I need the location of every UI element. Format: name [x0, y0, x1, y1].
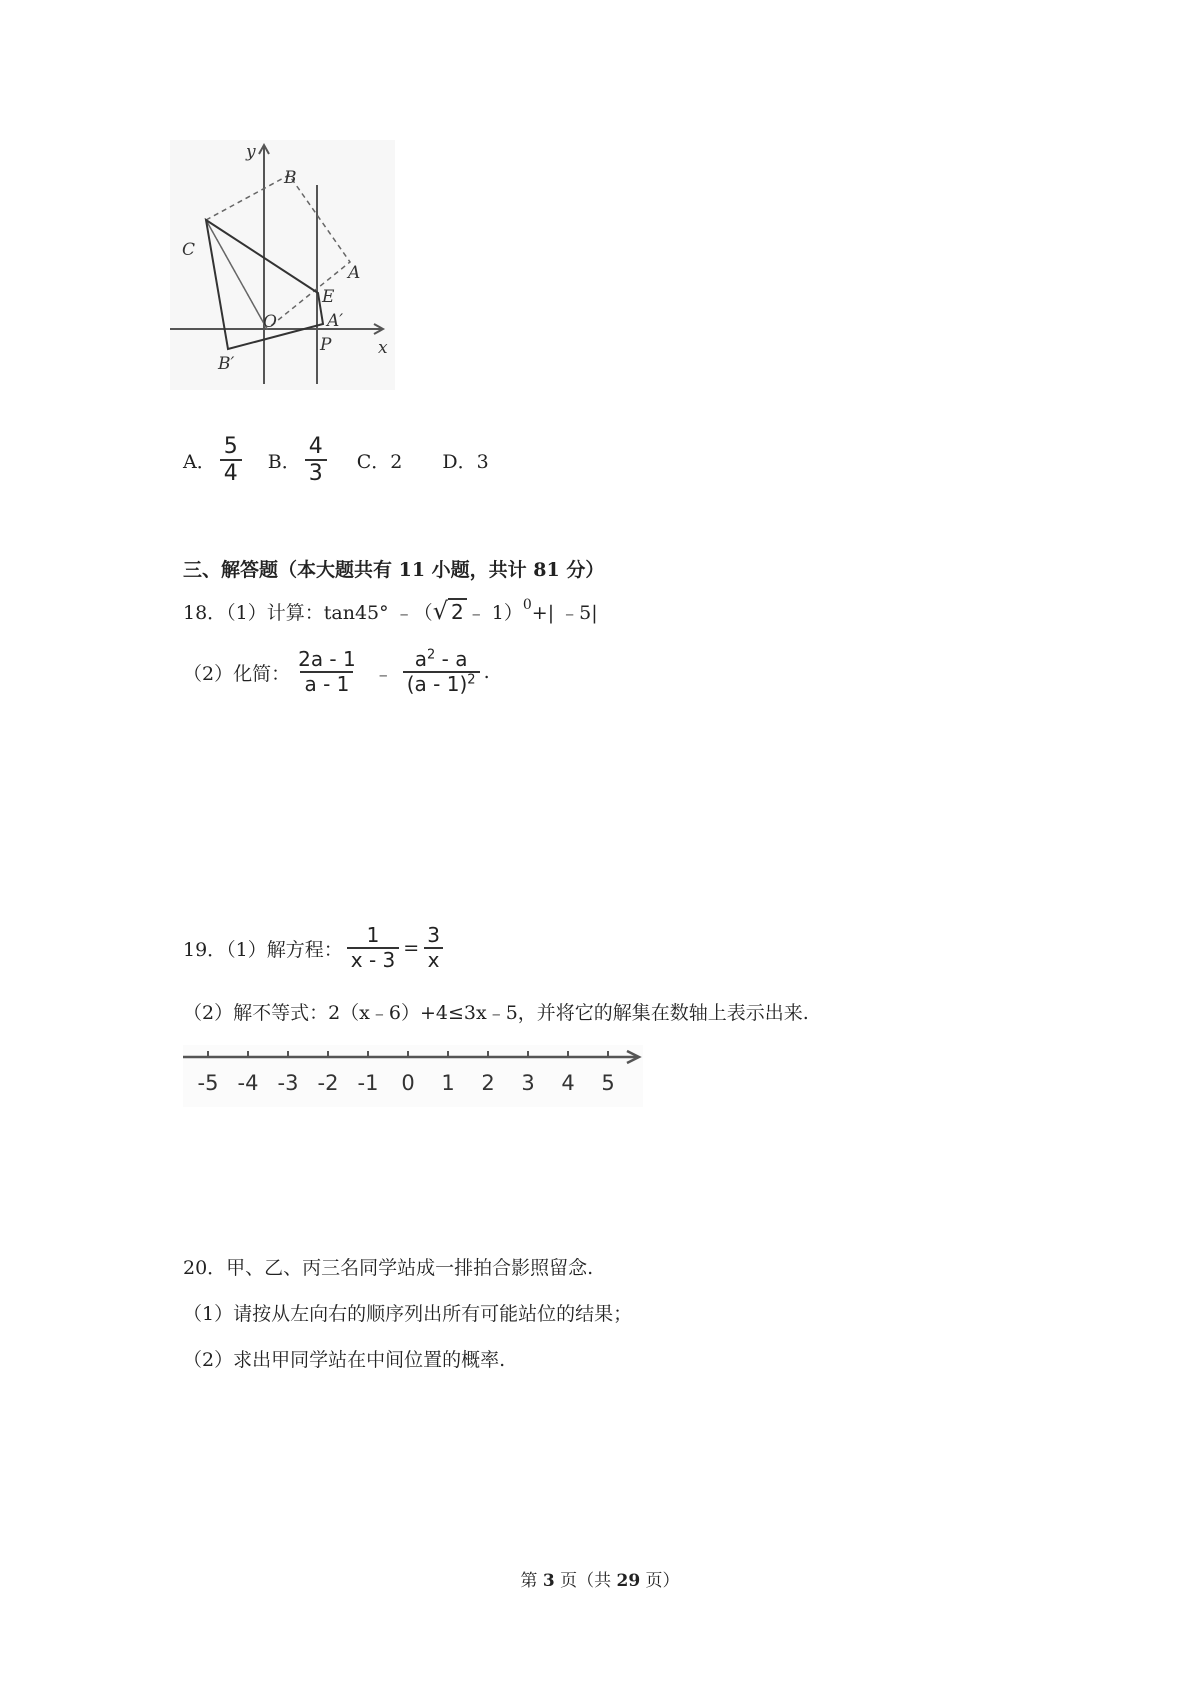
number-line [183, 1045, 643, 1107]
footer-suffix: 页） [640, 1571, 680, 1591]
number-line-label: -1 [357, 1071, 379, 1095]
q18-f2-numerator [411, 648, 472, 671]
q18-f2-num-rest: - a [435, 647, 468, 671]
number-line-label: 4 [561, 1071, 575, 1095]
page-footer [0, 1566, 1200, 1591]
q18-p2-prefix: （2）化简： [183, 662, 291, 685]
q18-p1-prefix: 18．（1）计算：tan45° ﹣（ [183, 601, 433, 624]
option-a-fraction [220, 434, 242, 487]
q19-part2: （2）解不等式：2（x﹣6）+4≤3x﹣5，并将它的解集在数轴上表示出来. [183, 1002, 809, 1024]
number-line-label: 2 [481, 1071, 495, 1095]
label-a: A [348, 263, 361, 283]
label-b: B [284, 168, 297, 188]
number-line-label: -4 [237, 1071, 259, 1095]
q18-p1-exponent: 0 [522, 597, 532, 613]
label-b-prime: B′ [218, 354, 235, 374]
option-b-numerator: 4 [308, 434, 323, 459]
option-a-numerator: 5 [223, 434, 238, 459]
label-e: E [322, 287, 335, 307]
q18-f2-num-base: a [414, 647, 428, 671]
q18-fraction-2 [403, 648, 480, 696]
footer-mid: 页（共 [554, 1571, 617, 1591]
q19-fraction-2 [423, 924, 444, 972]
q18-p1-minus1: ﹣ 1） [466, 601, 523, 624]
number-line-label: 5 [601, 1071, 615, 1095]
q19-f2-numerator: 3 [427, 923, 440, 947]
label-p: P [320, 335, 332, 355]
option-c: C．2 [356, 450, 403, 473]
q19-p1-prefix: 19．（1）解方程： [183, 938, 343, 961]
option-d: D．3 [442, 450, 489, 473]
number-line-label: -3 [277, 1071, 299, 1095]
q18-period: . [483, 661, 490, 683]
q19-part1 [183, 924, 448, 972]
q20-stem: 20．甲、乙、丙三名同学站成一排拍合影照留念. [183, 1257, 594, 1279]
q20-part1: （1）请按从左向右的顺序列出所有可能站位的结果； [183, 1303, 633, 1325]
number-line-label: 1 [441, 1071, 455, 1095]
q19-f2-denominator: x [424, 947, 444, 972]
option-b-denominator: 3 [305, 459, 327, 486]
footer-prefix: 第 [520, 1571, 543, 1591]
q20-part2: （2）求出甲同学站在中间位置的概率. [183, 1349, 506, 1371]
label-x: x [378, 338, 388, 358]
footer-total-pages: 29 [616, 1571, 641, 1591]
label-o: O [263, 312, 277, 332]
q19-equals: = [403, 937, 420, 959]
q17-options [183, 434, 489, 487]
q18-fraction-1 [294, 648, 360, 696]
number-line-label: 0 [401, 1071, 415, 1095]
q19-fraction-1 [347, 924, 400, 972]
q18-part1 [183, 597, 598, 625]
sqrt-sign: √ [432, 597, 448, 625]
q18-minus: ﹣ [373, 662, 393, 685]
coordinate-figure [170, 140, 395, 390]
option-b-label: B． [267, 450, 301, 473]
section-heading: 三、解答题（本大题共有 11 小题，共计 81 分） [183, 559, 605, 581]
q18-f2-den-base: (a - 1) [406, 672, 468, 696]
q18-radicand: 2 [448, 598, 467, 624]
q18-part2 [183, 648, 490, 696]
q18-p1-suffix: +| ﹣5| [531, 601, 598, 624]
q19-f1-numerator: 1 [366, 923, 380, 947]
option-b-fraction [305, 434, 327, 487]
option-a-denominator: 4 [220, 459, 242, 486]
q19-f1-denominator: x - 3 [347, 947, 400, 972]
label-y: y [246, 142, 256, 162]
number-line-label: 3 [521, 1071, 535, 1095]
q18-f2-den-exp: 2 [467, 672, 476, 688]
q18-f2-num-exp: 2 [427, 647, 436, 663]
label-a-prime: A′ [327, 311, 344, 331]
footer-page-number: 3 [542, 1571, 555, 1591]
q18-f2-denominator [403, 671, 480, 696]
q18-f1-numerator: 2a - 1 [298, 647, 356, 671]
option-a-label: A． [183, 450, 216, 473]
number-line-label: -2 [317, 1071, 339, 1095]
number-line-label: -5 [197, 1071, 219, 1095]
q18-f1-denominator: a - 1 [300, 671, 353, 696]
label-c: C [182, 240, 196, 260]
